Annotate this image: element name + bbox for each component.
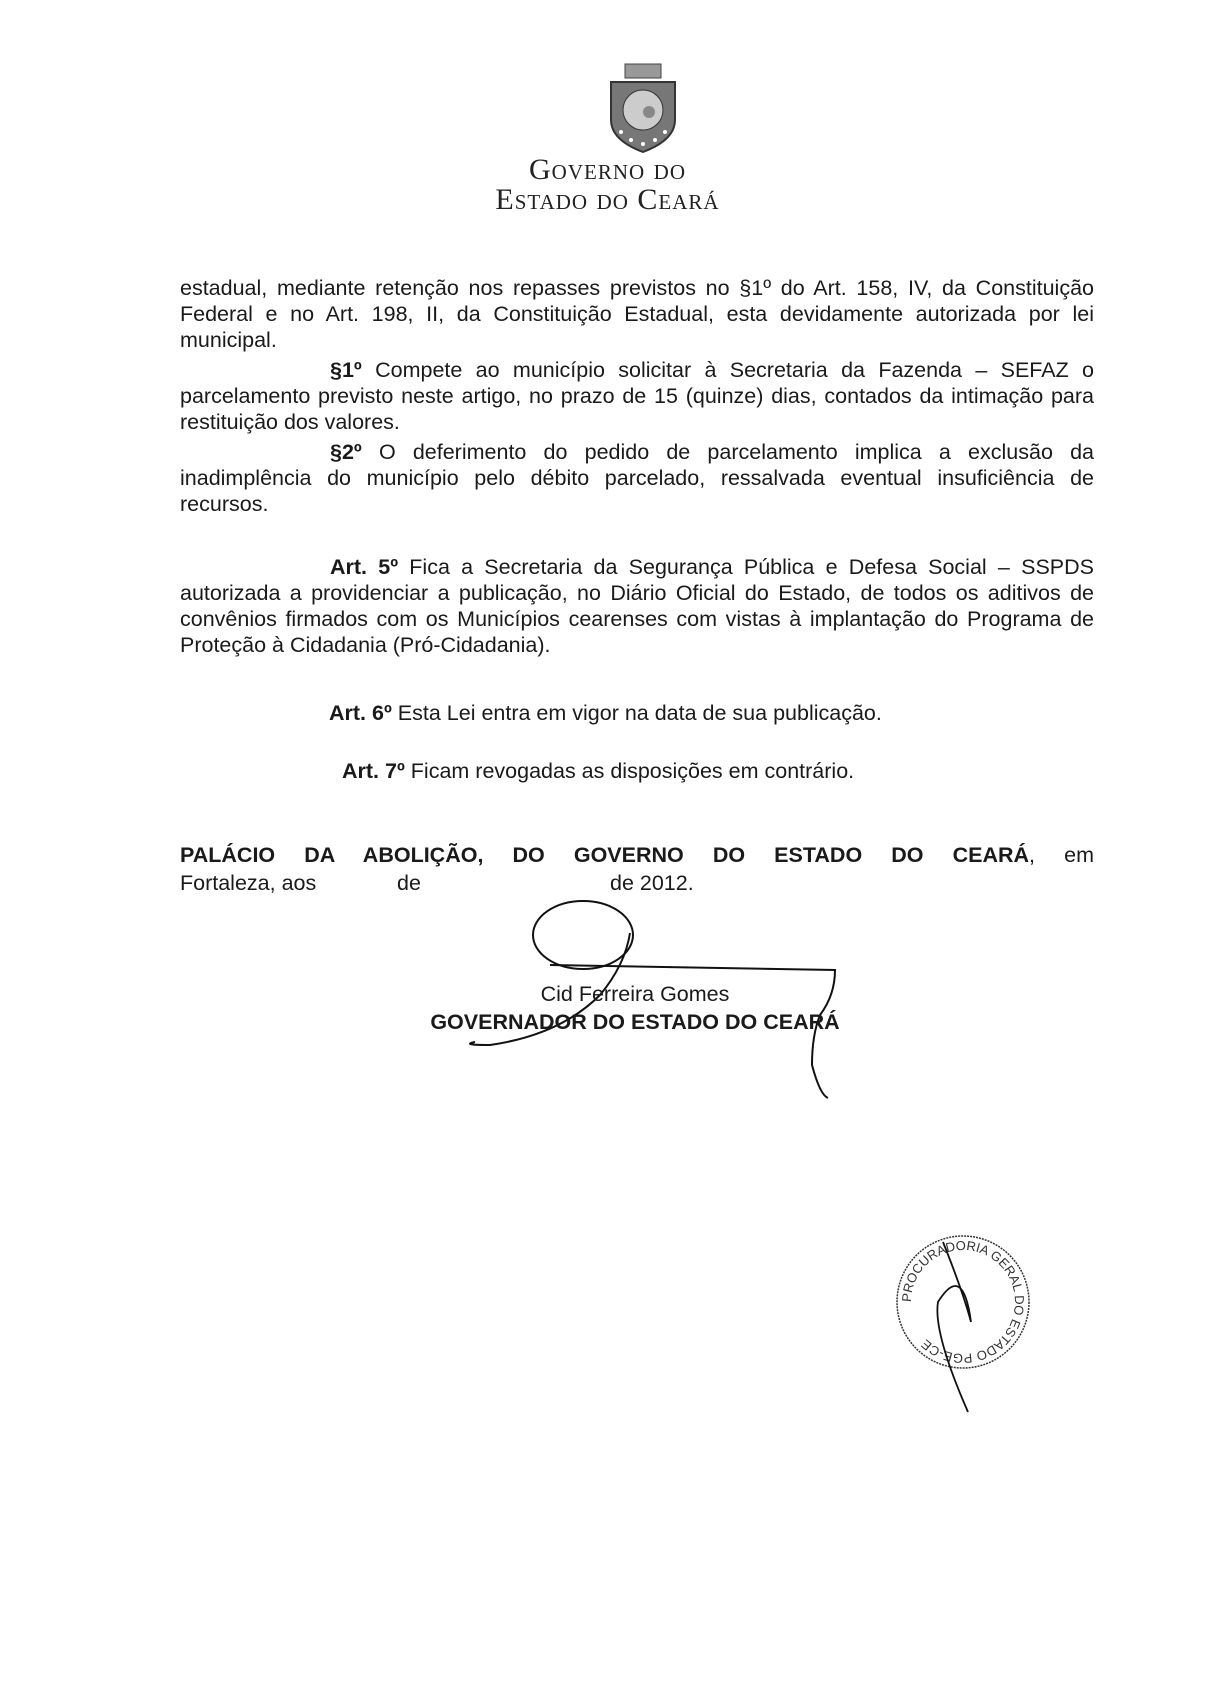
closing-year: de 2012. [610,871,694,895]
s1-text: Compete ao município solicitar à Secretaria da Fazenda – SEFAZ o parcelamento previsto neste artigo, no prazo de 15 (quinze) dias, contados da intimação para restituição dos valores. [180,358,1094,434]
svg-text:PROCURADORIA GERAL DO ESTADO P [899,1238,1027,1366]
state-coat-of-arms-icon [603,62,683,154]
paragraph-continuation: estadual, mediante retenção nos repasses previstos no §1º do Art. 158, IV, da Constituição Federal e no Art. 198, II, da Constituição Estadual, esta devidamente autorizada por lei municipal. [180,276,1094,352]
pge-stamp [893,1232,1033,1372]
letterhead-line-1: Governo do [529,153,686,186]
letterhead-line-2: Estado do Ceará [495,183,720,216]
paragraph-s2 [180,439,1094,517]
art6-label: Art. 6º [329,701,392,725]
signatory-title: GOVERNADOR DO ESTADO DO CEARÁ [430,1010,840,1034]
coat-of-arms-seal [603,62,683,154]
signatory-name: Cid Ferreira Gomes [540,982,730,1006]
s2-label: §2º [330,440,362,464]
article-6 [329,700,882,726]
article-5 [180,554,1094,658]
place-rest: , em [1029,843,1094,867]
art5-label: Art. 5º [330,555,399,579]
closing-city: Fortaleza, aos [180,871,317,895]
closing-place [180,842,1094,868]
art7-text: Ficam revogadas as disposições em contrário. [404,759,855,783]
letterhead [0,155,1215,215]
place-bold: PALÁCIO DA ABOLIÇÃO, DO GOVERNO DO ESTADO DO CEARÁ [180,843,1030,867]
closing-day-de: de [397,871,421,895]
art7-label: Art. 7º [342,759,405,783]
article-7 [342,758,854,784]
s1-label: §1º [330,358,362,382]
s2-text: O deferimento do pedido de parcelamento implica a exclusão da inadimplência do município pelo débito parcelado, ressalvada eventual insuficiência de recursos. [180,440,1094,516]
art5-text: Fica a Secretaria da Segurança Pública e Defesa Social – SSPDS autorizada a providenciar a publicação, no Diário Oficial do Estado, de todos os aditivos de convênios firmados com os Municípios cearenses com vistas à implantação do Programa de Proteção à Cidadania (Pró-Cidadania). [180,555,1094,657]
paragraph-s1 [180,357,1094,435]
art6-text: Esta Lei entra em vigor na data de sua publicação. [391,701,882,725]
stamp-text: PROCURADORIA GERAL DO ESTADO PGE-CE [898,1237,1028,1367]
